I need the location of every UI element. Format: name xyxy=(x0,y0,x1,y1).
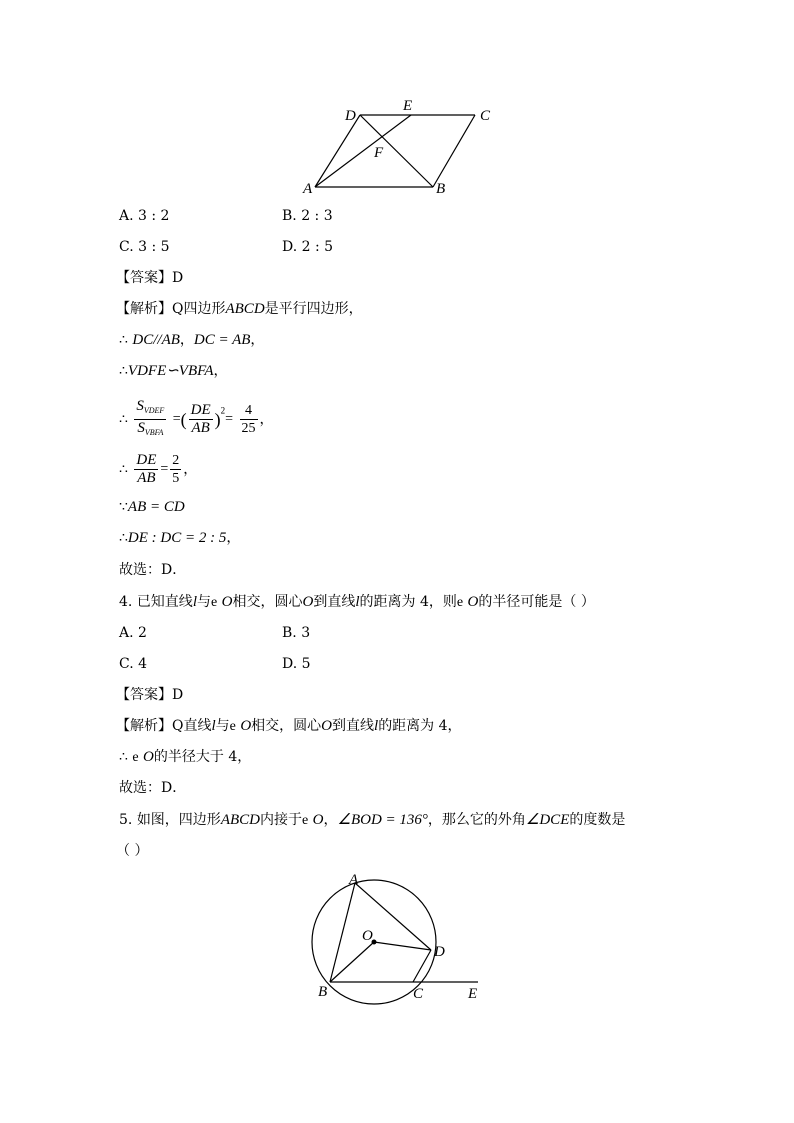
label-A: A xyxy=(349,872,359,888)
question-number: 4. xyxy=(119,594,133,610)
paren-left: ( xyxy=(180,409,187,430)
parallelogram-figure xyxy=(295,95,515,200)
equals: = xyxy=(172,411,181,427)
therefore-symbol: ∴ xyxy=(119,363,128,379)
area-fraction xyxy=(134,398,166,441)
ratio-fraction xyxy=(134,452,158,487)
q4-conclusion: 故选：D． xyxy=(119,780,187,796)
separator: ， xyxy=(213,363,228,379)
analysis-label: 【解析】 xyxy=(116,301,172,317)
math-o: O xyxy=(240,718,252,734)
therefore-symbol: ∴ xyxy=(119,411,128,428)
analysis-text: 的半径大于 4， xyxy=(153,749,252,765)
analysis-line-6 xyxy=(119,498,185,516)
result-den: 25 xyxy=(241,421,256,436)
label-E: E xyxy=(468,986,478,1002)
ratio-num: DE xyxy=(136,452,157,468)
analysis-line-3 xyxy=(119,362,228,380)
separator: ， xyxy=(183,461,198,478)
question-text: 的距离为 4，则 xyxy=(359,594,457,610)
math-dc: DC xyxy=(132,332,154,348)
question-text: 已知直线 xyxy=(136,594,193,610)
because-symbol: Q xyxy=(172,718,184,734)
area-s: S xyxy=(137,420,145,436)
area-sub-bottom: VBFA xyxy=(144,428,164,437)
question-text: 的半径可能是（ ） xyxy=(478,594,595,610)
circle-symbol: e xyxy=(456,595,464,610)
label-B: B xyxy=(318,984,328,1000)
math-ab-eq-cd: AB = CD xyxy=(127,499,185,515)
result-fraction xyxy=(240,402,258,437)
answer xyxy=(116,269,183,287)
question-text: 相交，圆心 xyxy=(232,594,303,610)
math-l: l xyxy=(192,594,197,610)
label-O: O xyxy=(362,928,373,944)
math-o: O xyxy=(312,812,324,828)
analysis-text: 相交，圆心 xyxy=(251,718,322,734)
option-a: A. 3 : 2 xyxy=(119,208,170,224)
separator: ， xyxy=(259,411,274,428)
because-symbol: ∵ xyxy=(119,499,128,515)
question-4 xyxy=(119,593,595,612)
question-text: 的度数是 xyxy=(569,812,626,828)
equals: = xyxy=(225,411,234,427)
analysis-text: 是平行四边形， xyxy=(264,301,363,317)
therefore-symbol: ∴ xyxy=(119,461,128,478)
math-o: O xyxy=(143,749,154,765)
math-abcd: ABCD xyxy=(225,301,265,317)
segment-BC xyxy=(433,115,475,187)
math-dc-eq-ab: DC = AB xyxy=(193,332,251,348)
circle-symbol: e xyxy=(210,595,218,610)
circle-symbol: e xyxy=(229,719,236,734)
question-text: 如图，四边形 xyxy=(136,812,221,828)
q4-option-d: D. 5 xyxy=(282,656,311,672)
paren-right: ) xyxy=(214,409,221,430)
result-num: 2 xyxy=(172,453,180,468)
because-symbol: Q xyxy=(172,301,184,317)
analysis-line-5 xyxy=(119,452,197,487)
math-similar: VDFE∽VBFA xyxy=(127,363,214,379)
answer-value: D xyxy=(172,270,184,286)
answer-label: 【答案】 xyxy=(116,687,172,703)
label-F: F xyxy=(374,145,384,161)
q4-option-a: A. 2 xyxy=(119,625,147,641)
question-5 xyxy=(119,811,625,830)
option-b: B. 2 : 3 xyxy=(282,208,333,224)
question-text: 到直线 xyxy=(313,594,356,610)
math-l: l xyxy=(355,594,360,610)
ratio-den: AB xyxy=(137,470,156,486)
analysis-text: 与 xyxy=(215,718,230,734)
result-den: 5 xyxy=(172,471,180,486)
math-ab: AB xyxy=(161,332,180,348)
conclusion: 故选：D． xyxy=(119,562,187,578)
label-C: C xyxy=(480,108,491,124)
question-5-paren: （ ） xyxy=(116,843,149,859)
math-angle-bod: ∠BOD = 136° xyxy=(337,812,428,828)
segment-AB xyxy=(330,883,355,982)
segment-CD xyxy=(413,950,431,982)
area-s: S xyxy=(136,398,144,414)
option-d: D. 2 : 5 xyxy=(282,239,334,255)
ratio-num: DE xyxy=(190,402,211,418)
analysis-text: 的距离为 4， xyxy=(378,718,462,734)
therefore-symbol: ∴ xyxy=(119,332,128,348)
equals: = xyxy=(160,461,169,477)
math-o: O xyxy=(302,594,314,610)
ratio-fraction xyxy=(189,402,213,437)
ratio-den: AB xyxy=(191,420,210,436)
question-text: ，那么它的外角 xyxy=(427,812,526,828)
label-E: E xyxy=(403,98,413,114)
option-c: C. 3 : 5 xyxy=(119,239,170,255)
question-text: 内接于 xyxy=(259,812,302,828)
analysis-text: 到直线 xyxy=(332,718,375,734)
q4-answer xyxy=(116,686,183,704)
therefore-symbol: ∴ xyxy=(119,530,128,546)
analysis-label: 【解析】 xyxy=(116,718,172,734)
question-number: 5. xyxy=(119,812,133,828)
q4-option-b: B. 3 xyxy=(282,625,311,641)
q4-analysis-line-1 xyxy=(116,717,462,736)
segment-AD xyxy=(315,115,360,187)
circle-symbol: e xyxy=(301,813,309,828)
analysis-line-4 xyxy=(119,398,274,441)
question-text: ， xyxy=(323,812,338,828)
label-D: D xyxy=(434,944,445,960)
label-B: B xyxy=(436,181,446,197)
math-o: O xyxy=(221,594,233,610)
analysis-line-2 xyxy=(119,331,264,349)
math-ratio: DE : DC = 2 : 5 xyxy=(127,530,227,546)
math-o: O xyxy=(321,718,333,734)
parallel-symbol: // xyxy=(153,332,162,348)
circle-symbol: e xyxy=(132,750,139,765)
math-abcd: ABCD xyxy=(220,812,260,828)
label-C: C xyxy=(413,986,424,1002)
analysis-text: 直线 xyxy=(183,718,212,734)
result-num: 4 xyxy=(240,402,258,420)
question-text: 与 xyxy=(196,594,211,610)
area-sub-top: VDEF xyxy=(143,406,165,415)
result-fraction xyxy=(170,452,181,487)
answer-label: 【答案】 xyxy=(116,270,172,286)
answer-value: D xyxy=(172,687,184,703)
math-angle-dce: ∠DCE xyxy=(525,812,570,828)
exponent: 2 xyxy=(220,405,226,416)
analysis-line-1 xyxy=(116,300,363,318)
analysis-text: 四边形 xyxy=(183,301,226,317)
label-A: A xyxy=(303,181,313,197)
separator: ， xyxy=(250,332,265,348)
separator: ， xyxy=(226,530,241,546)
segment-OB xyxy=(330,942,374,982)
separator: ， xyxy=(179,332,194,348)
analysis-line-7 xyxy=(119,529,240,547)
q4-analysis-line-2 xyxy=(119,748,251,767)
label-D: D xyxy=(345,108,356,124)
math-o: O xyxy=(467,594,479,610)
circle-figure xyxy=(300,862,500,1007)
q4-option-c: C. 4 xyxy=(119,656,148,672)
math-l: l xyxy=(374,718,379,734)
therefore-symbol: ∴ xyxy=(119,749,128,765)
math-l: l xyxy=(211,718,216,734)
